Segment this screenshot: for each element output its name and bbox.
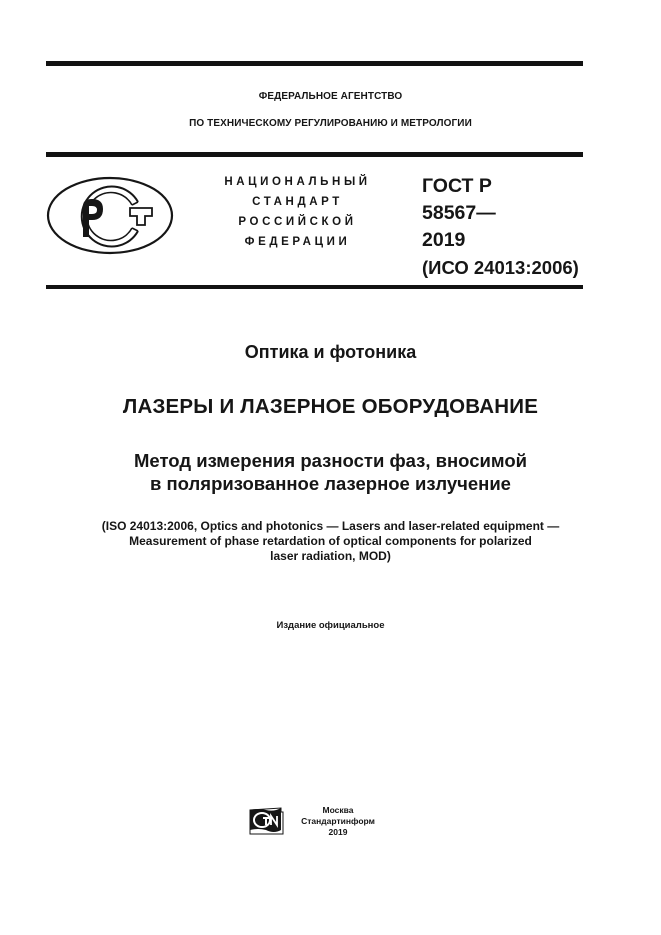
- agency-line-1: ФЕДЕРАЛЬНОЕ АГЕНТСТВО: [258, 91, 403, 102]
- agency-line-2: ПО ТЕХНИЧЕСКОМУ РЕГУЛИРОВАНИЮ И МЕТРОЛОГИИ: [189, 118, 472, 129]
- edition-label: Издание официальное: [276, 620, 385, 631]
- middle-rule: [46, 152, 583, 157]
- publisher-city: Москва: [322, 805, 354, 815]
- national-line-1: НАЦИОНАЛЬНЫЙ: [224, 176, 371, 188]
- iso-line-3: laser radiation, MOD): [270, 549, 391, 563]
- gost-line-3: 2019: [422, 229, 466, 251]
- top-rule: [46, 61, 583, 66]
- publisher-year: 2019: [328, 827, 348, 837]
- national-line-4: ФЕДЕРАЦИИ: [244, 236, 351, 248]
- standartinform-logo-icon: [248, 806, 285, 836]
- subtitle: [0, 449, 661, 495]
- gost-line-4: (ИСО 24013:2006): [422, 257, 579, 278]
- national-line-3: РОССИЙСКОЙ: [238, 216, 357, 228]
- national-line-2: СТАНДАРТ: [252, 196, 343, 208]
- iso-line-1: (ISO 24013:2006, Optics and photonics — Lasers and laser-related equipment —: [101, 519, 560, 533]
- lower-rule: [46, 285, 583, 289]
- iso-line-2: Measurement of phase retardation of optical components for polarized: [129, 534, 532, 548]
- iso-reference: [0, 519, 661, 564]
- subtitle-line-2: в поляризованное лазерное излучение: [150, 473, 511, 494]
- main-title: ЛАЗЕРЫ И ЛАЗЕРНОЕ ОБОРУДОВАНИЕ: [122, 395, 539, 418]
- gost-line-1: ГОСТ Р: [422, 175, 492, 197]
- subtitle-line-1: Метод измерения разности фаз, вносимой: [133, 450, 528, 471]
- discipline-title: Оптика и фотоника: [244, 342, 417, 362]
- gost-designation: [422, 173, 579, 281]
- national-standard-label: [210, 172, 385, 252]
- rst-gost-logo-icon: [46, 176, 174, 255]
- gost-line-2: 58567—: [422, 202, 496, 224]
- publisher-info: [292, 805, 384, 838]
- publisher-name: Стандартинформ: [301, 816, 375, 826]
